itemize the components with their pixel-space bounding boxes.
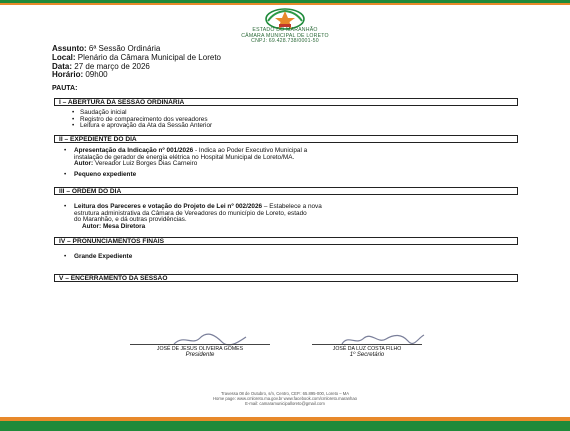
section-ii-indicacao xyxy=(64,147,514,168)
bullet-icon: • xyxy=(64,147,67,154)
president-name: JOSÉ DE JESUS OLIVEIRA GOMES xyxy=(130,344,270,352)
secretary-signature xyxy=(312,344,422,358)
indicacao-author-label: Autor: xyxy=(74,160,94,168)
footer-address: Travessa 08 de Outubro, s/n, Centro, CEP.: 65.895-000, Loreto – MA xyxy=(220,391,350,396)
section-iv-grande xyxy=(64,253,514,261)
projeto-author: Autor: Mesa Diretora xyxy=(82,222,146,230)
footer-email: E-mail: camaramunicipalloreto@gmail.com xyxy=(245,400,325,406)
section-iii-header: III – ORDEM DO DIA xyxy=(54,187,518,195)
header-cnpj: CNPJ: 69.428.738/0001-50 xyxy=(251,38,319,45)
secretary-role: 1º Secretário xyxy=(349,352,385,358)
section-iii-projeto xyxy=(64,203,514,230)
bottom-color-band xyxy=(0,409,570,431)
data-value: 27 de março de 2026 xyxy=(74,61,150,71)
section-i-header: I – ABERTURA DA SESSÃO ORDINÁRIA xyxy=(54,98,518,106)
footer-homepage: Home page: www.cmloreto.ma.gov.br www.facebook.com/cmloreto.maranhao xyxy=(213,395,357,401)
header-state: ESTADO DO MARANHÃO xyxy=(252,27,318,33)
indicacao-text: - Indica ao Poder Executivo Municipal a xyxy=(193,147,308,154)
projeto-line2: estrutura administrativa da Câmara de Vereadores do município de Loreto, estado xyxy=(74,209,307,217)
section-i-list xyxy=(70,110,212,130)
footer-contact xyxy=(0,392,570,406)
list-item: • Leitura e aprovação da Ata da Sessão Anterior xyxy=(70,123,212,130)
indicacao-author: Vereador Luiz Borges Dias Carneiro xyxy=(94,160,198,168)
pequeno-expediente: Pequeno expediente xyxy=(74,171,137,178)
institution-header xyxy=(0,28,570,45)
projeto-title: Leitura dos Pareceres e votação do Projeto de Lei nº 002/2026 xyxy=(74,203,263,210)
header-chamber: CÂMARA MUNICIPAL DE LORETO xyxy=(241,32,329,39)
president-role: Presidente xyxy=(185,352,215,358)
president-signature xyxy=(130,344,270,358)
secretary-name: JOSÉ DA LUZ COSTA FILHO xyxy=(312,344,422,352)
bullet-icon: • xyxy=(64,171,67,178)
indicacao-line2: instalação de gerador de energia elétrica no Hospital Municipal de Loreto/MA. xyxy=(74,153,295,161)
pauta-heading: PAUTA: xyxy=(52,85,78,92)
projeto-text: – Estabelece a nova xyxy=(262,203,322,210)
section-v-header: V – ENCERRAMENTO DA SESSÃO xyxy=(54,274,518,282)
list-item: • Registro de comparecimento dos vereadores xyxy=(70,117,212,124)
assunto-value: 6ª Sessão Ordinária xyxy=(88,44,161,53)
section-ii-pequeno xyxy=(64,171,514,179)
top-color-band xyxy=(0,0,570,6)
local-label: Local: xyxy=(52,52,76,62)
section-iv-header: IV – PRONUNCIAMENTOS FINAIS xyxy=(54,237,518,245)
bullet-icon: • xyxy=(64,203,67,210)
bullet-icon: • xyxy=(64,253,67,260)
section-ii-header: II – EXPEDIENTE DO DIA xyxy=(54,135,518,143)
grande-expediente: Grande Expediente xyxy=(74,253,133,260)
data-label: Data: xyxy=(52,61,73,71)
horario-value: 09h00 xyxy=(85,70,108,80)
local-value: Plenário da Câmara Municipal de Loreto xyxy=(77,52,221,62)
projeto-line3: do Maranhão, e dá outras providências. xyxy=(74,216,187,224)
list-item: • Saudação inicial xyxy=(70,110,212,117)
session-meta xyxy=(52,45,221,80)
horario-label: Horário: xyxy=(52,70,84,80)
indicacao-title: Apresentação da Indicação nº 001/2026 xyxy=(74,147,194,154)
assunto-label: Assunto: xyxy=(52,44,87,53)
